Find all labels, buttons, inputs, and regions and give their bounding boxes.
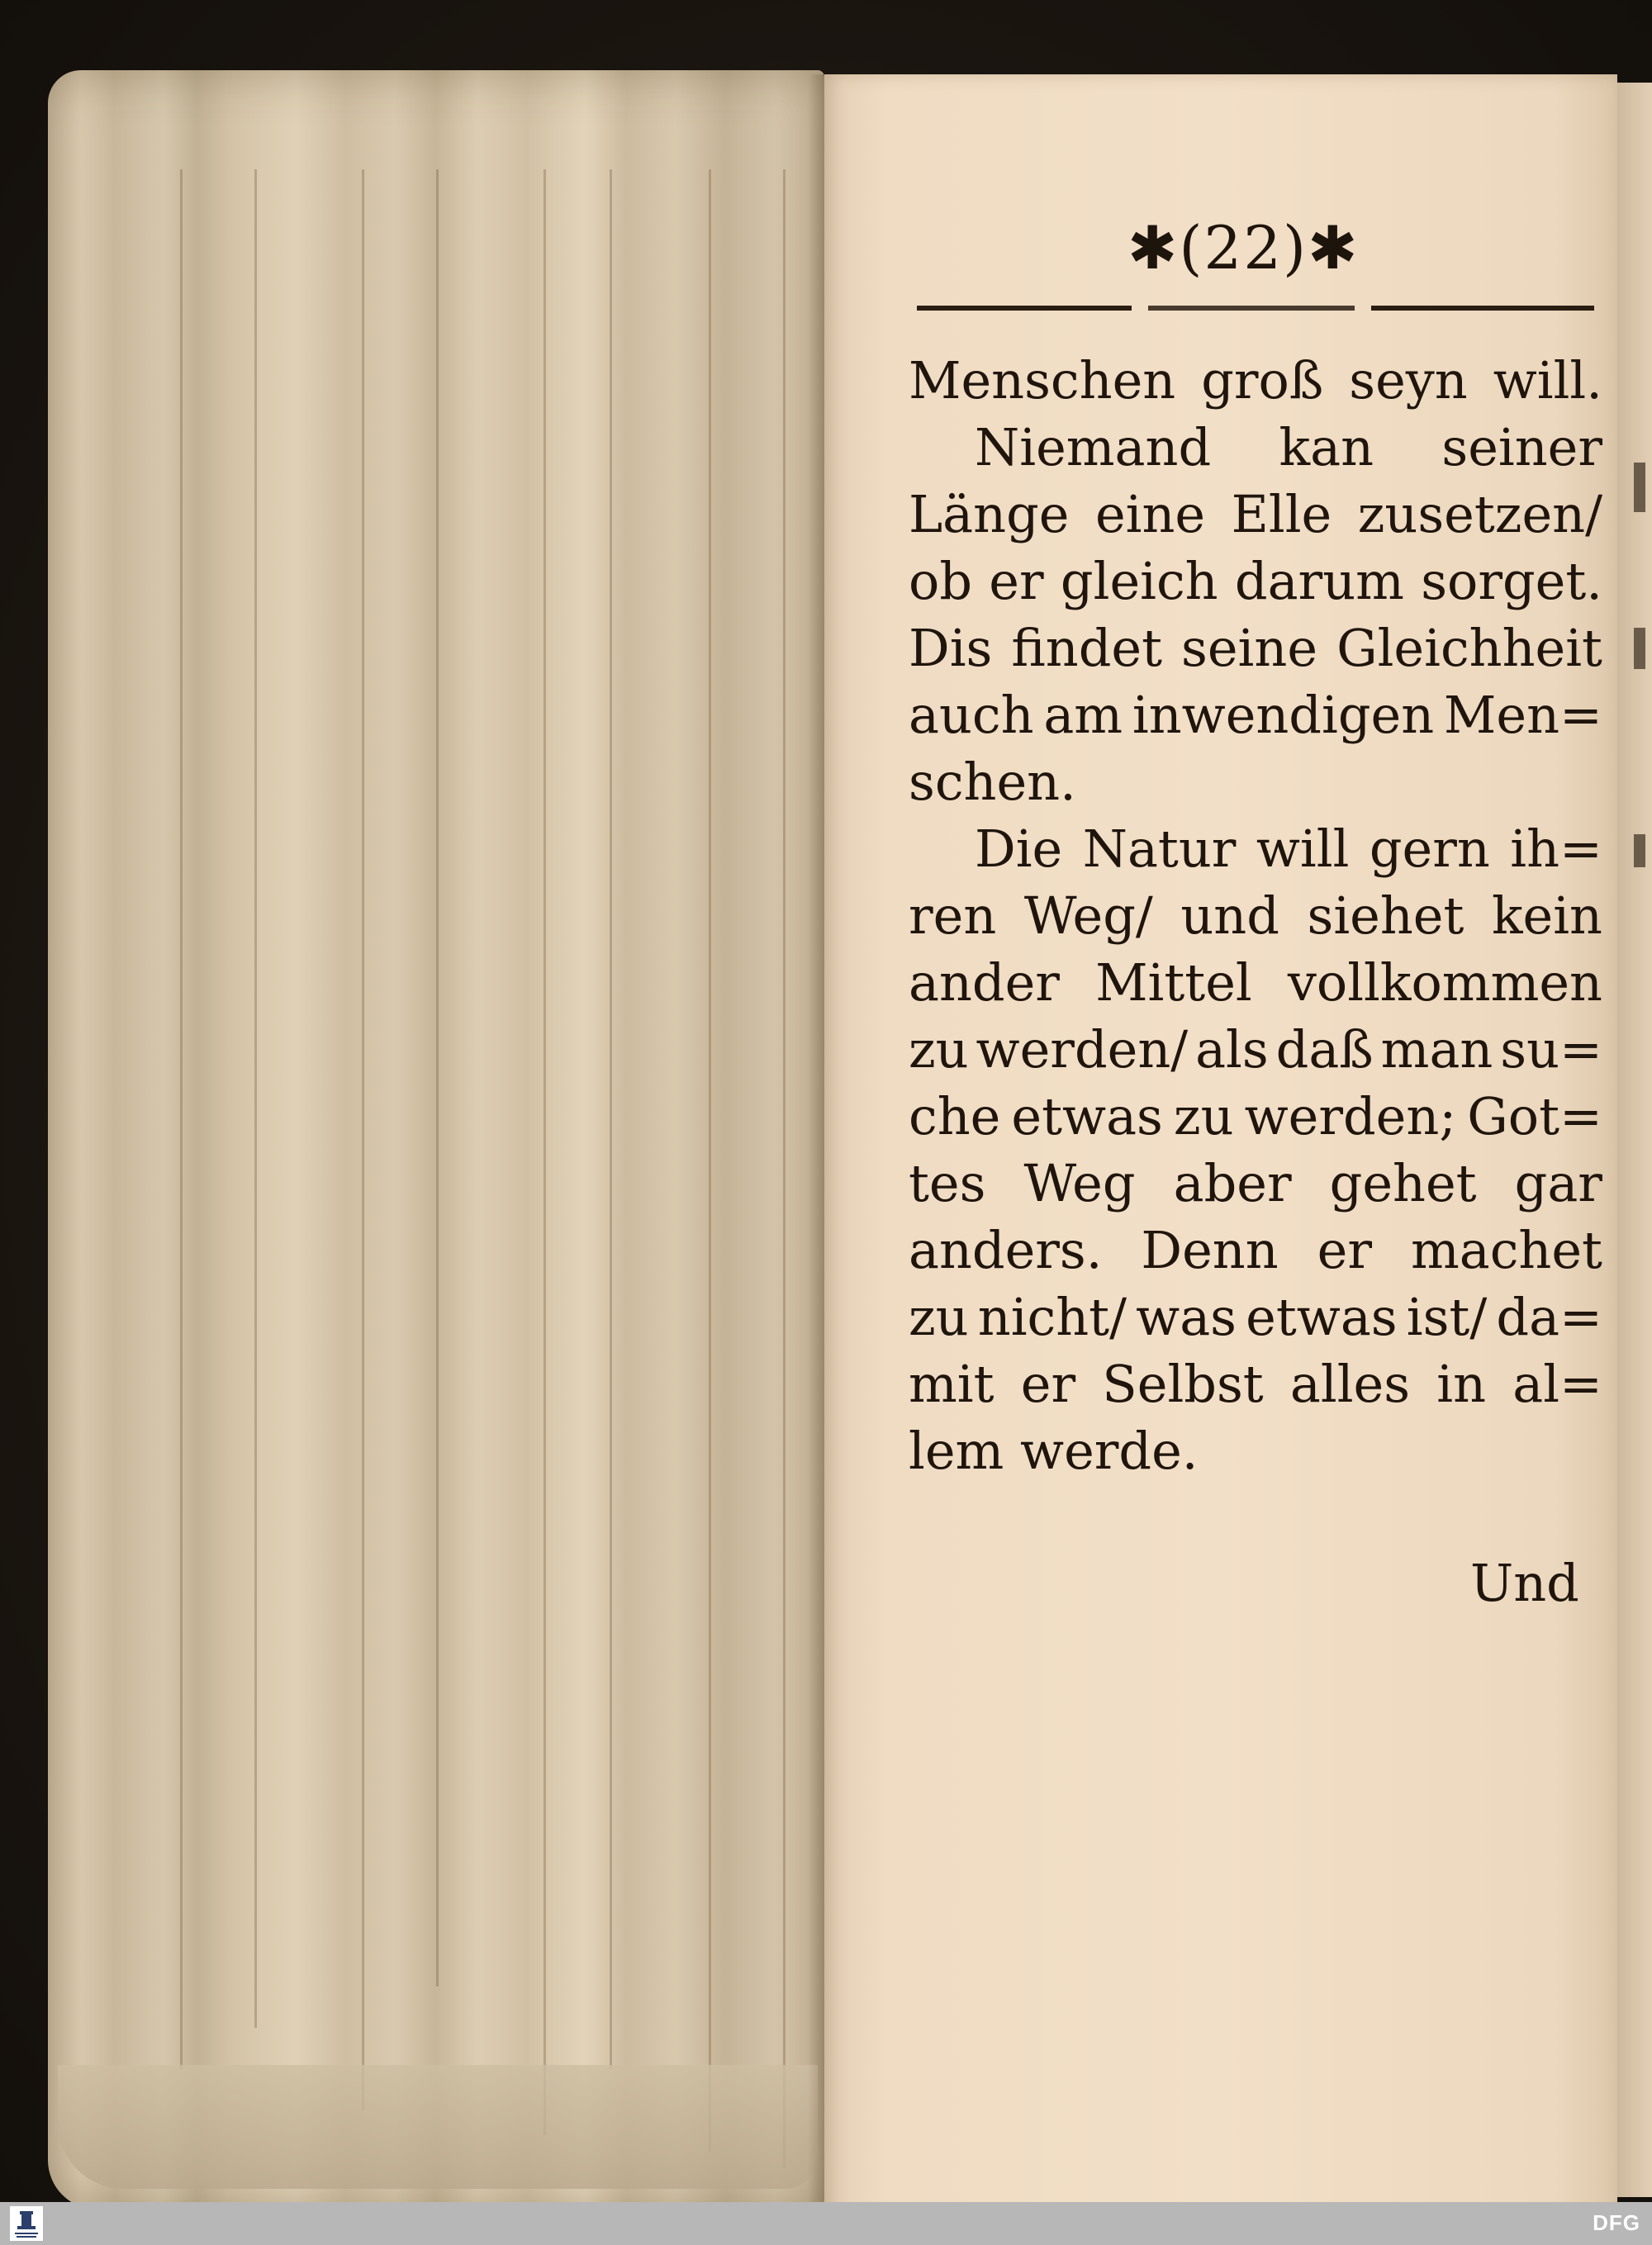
catchword: Und bbox=[1470, 1553, 1579, 1613]
page-number: ✱(22)✱ bbox=[1127, 213, 1360, 282]
text-line: Die Natur will gern ih= bbox=[975, 819, 1602, 879]
text-line: mit er Selbst alles in al= bbox=[909, 1354, 1602, 1414]
dfg-logo: DFG bbox=[1593, 2210, 1640, 2235]
text-line: ander Mittel vollkommen bbox=[909, 952, 1602, 1013]
text-line: ren Weg/ und siehet kein bbox=[909, 885, 1602, 946]
text-line: ob er gleich darum sorget. bbox=[909, 551, 1602, 611]
page-header bbox=[909, 213, 1602, 329]
text-line: Dis findet seine Gleichheit bbox=[909, 618, 1602, 678]
header-rule-left bbox=[917, 306, 1132, 311]
text-line: zu nicht/ was etwas ist/ da= bbox=[909, 1287, 1602, 1347]
page-edge-line bbox=[544, 169, 546, 2135]
page-edge-line bbox=[254, 169, 257, 2028]
text-line: auch am inwendigen Men= bbox=[909, 685, 1602, 745]
next-page-text-fragment bbox=[1634, 628, 1645, 669]
text-line: Niemand kan seiner bbox=[975, 417, 1602, 477]
page-edge-line bbox=[180, 169, 183, 2069]
library-seal-icon bbox=[10, 2206, 43, 2241]
text-line: lem werde. bbox=[909, 1421, 1199, 1481]
text-line: zu werden/ als daß man su= bbox=[909, 1019, 1602, 1080]
page-stack-bottom bbox=[58, 2065, 818, 2189]
text-line: che etwas zu werden; Got= bbox=[909, 1086, 1602, 1146]
viewer-footer bbox=[0, 2202, 1652, 2245]
header-rule-right bbox=[1371, 306, 1594, 311]
page-edge-line bbox=[436, 169, 439, 1986]
page-text bbox=[909, 347, 1602, 1484]
page-edge-line bbox=[783, 169, 786, 2168]
next-page-edge bbox=[1617, 83, 1652, 2197]
header-rule-center bbox=[1148, 306, 1355, 311]
page-edge-line bbox=[610, 169, 612, 2069]
page-edge-line bbox=[362, 169, 364, 2110]
page-stack bbox=[48, 70, 824, 2202]
text-line: anders. Denn er machet bbox=[909, 1220, 1602, 1280]
next-page-text-fragment bbox=[1634, 463, 1645, 512]
text-line: schen. bbox=[909, 752, 1076, 812]
page-edge-line bbox=[709, 169, 711, 2152]
next-page-text-fragment bbox=[1634, 834, 1645, 867]
text-line: Länge eine Elle zusetzen/ bbox=[909, 484, 1602, 544]
text-line: Menschen groß seyn will. bbox=[909, 350, 1602, 411]
text-line: tes Weg aber gehet gar bbox=[909, 1153, 1602, 1213]
